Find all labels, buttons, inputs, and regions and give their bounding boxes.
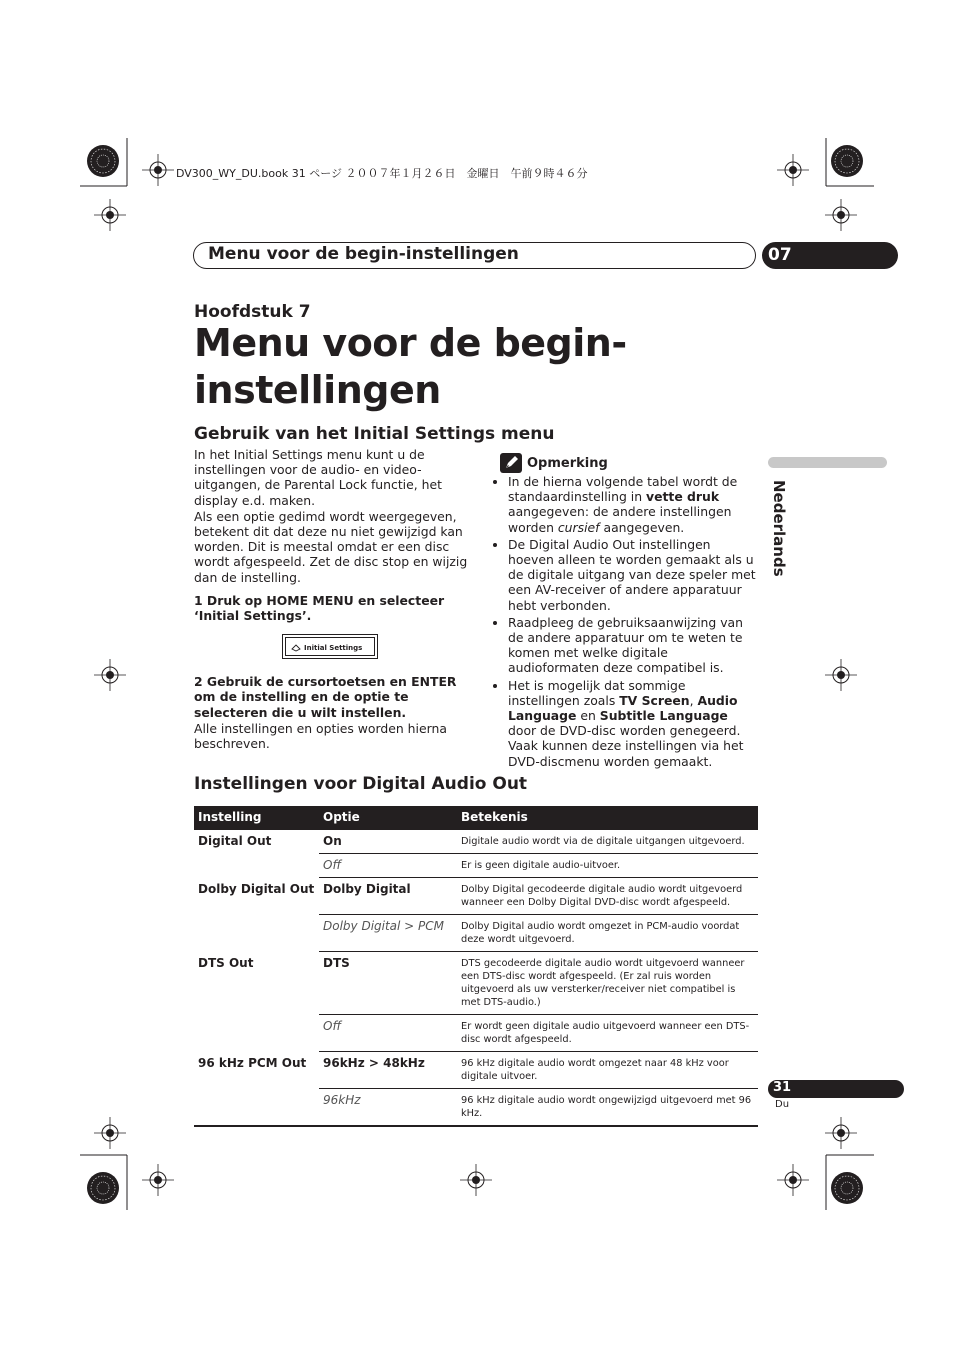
step-1: 1 Druk op HOME MENU en selecteer ‘Initial Settings’. xyxy=(194,592,445,624)
column-header: Optie xyxy=(319,806,457,830)
note-title: Opmerking xyxy=(527,456,608,471)
setting-name: 96 kHz PCM Out xyxy=(194,1052,319,1127)
registration-star-mark xyxy=(831,1172,863,1204)
option-default: Dolby Digital xyxy=(319,878,457,915)
section-title-initial-settings: Gebruik van het Initial Settings menu xyxy=(194,424,555,444)
left-column xyxy=(194,447,472,752)
table-row xyxy=(194,952,758,1015)
page-title-line2: instellingen xyxy=(194,368,441,412)
registration-mark xyxy=(825,659,857,691)
registration-mark xyxy=(94,659,126,691)
page-language-code: Du xyxy=(775,1099,790,1110)
page-number: 31 xyxy=(773,1080,792,1095)
chapter-number: 07 xyxy=(768,245,792,265)
registration-star-mark xyxy=(831,145,863,177)
option-description: Dolby Digital gecodeerde digitale audio wordt uitgevoerd wanneer een Dolby Digital DVD-disc wordt afgespeeld. xyxy=(457,878,758,915)
setting-name: Digital Out xyxy=(198,834,272,848)
option-description: Digitale audio wordt via de digitale uitgangen uitgevoerd. xyxy=(457,830,758,854)
option-alternative: 96kHz xyxy=(319,1089,457,1127)
column-header: Betekenis xyxy=(457,806,758,830)
registration-star-mark xyxy=(87,1172,119,1204)
option-default: On xyxy=(319,830,457,854)
option-description: DTS gecodeerde digitale audio wordt uitgevoerd wanneer een DTS-disc wordt afgespeeld. (Er zal ruis worden uitgevoerd als uw versterker/receiver niet compatibel is met DTS-audio.) xyxy=(457,952,758,1015)
option-description: 96 kHz digitale audio wordt ongewijzigd uitgevoerd met 96 kHz. xyxy=(457,1089,758,1127)
note-item: • In de hierna volgende tabel wordt de standaardinstelling in vette druk aangegeven: de andere instellingen worden cursief aangegeven. xyxy=(508,474,758,535)
registration-mark xyxy=(825,1117,857,1149)
initial-settings-label: Initial Settings xyxy=(304,644,363,652)
section-title-digital-audio-out: Instellingen voor Digital Audio Out xyxy=(194,774,528,794)
registration-mark xyxy=(142,154,174,186)
option-alternative: Off xyxy=(319,1015,457,1052)
option-description: Er wordt geen digitale audio uitgevoerd wanneer een DTS-disc wordt afgespeeld. xyxy=(457,1015,758,1052)
registration-mark xyxy=(94,199,126,231)
note-item: • Het is mogelijk dat sommige instellingen zoals TV Screen, Audio Language en Subtitle Language door de DVD-disc worden genegeerd. Vaak kunnen deze instellingen via het DVD-discmenu worden gemaakt. xyxy=(508,678,758,769)
side-language-label: Nederlands xyxy=(770,480,788,577)
settings-described-paragraph: Alle instellingen en opties worden hierna beschreven. xyxy=(194,720,447,752)
table-header-row xyxy=(194,806,758,830)
option-alternative: Dolby Digital > PCM xyxy=(319,915,457,952)
table-row xyxy=(194,830,758,854)
column-header: Instelling xyxy=(194,806,319,830)
registration-mark xyxy=(94,1117,126,1149)
disc-tray-icon xyxy=(291,643,301,653)
note-item: • Raadpleeg de gebruiksaanwijzing van de andere apparatuur om te weten te komen met welke digitale audioformaten deze compatibel is. xyxy=(508,615,758,676)
registration-mark xyxy=(142,1164,174,1196)
registration-mark xyxy=(777,154,809,186)
setting-name: DTS Out xyxy=(198,955,254,970)
option-description: Dolby Digital audio wordt omgezet in PCM-audio voordat deze wordt uitgevoerd. xyxy=(457,915,758,952)
registration-mark xyxy=(777,1164,809,1196)
table-row xyxy=(194,1052,758,1089)
note-item: • De Digital Audio Out instellingen hoeven alleen te worden gemaakt als u de digitale uitgang van deze speler met een AV-receiver of andere apparatuur hebt verbonden. xyxy=(508,537,758,613)
registration-mark xyxy=(825,199,857,231)
side-language-tab xyxy=(768,457,887,468)
option-description: Er is geen digitale audio-uitvoer. xyxy=(457,854,758,878)
initial-settings-menu-item xyxy=(282,634,378,659)
header-title: Menu voor de begin-instellingen xyxy=(208,244,519,264)
intro-paragraph: In het Initial Settings menu kunt u de instellingen voor de audio- en video-uitgangen, de Parental Lock functie, het display e.d. maken. xyxy=(194,447,442,508)
option-alternative: Off xyxy=(319,854,457,878)
option-default: 96kHz > 48kHz xyxy=(319,1052,457,1089)
table-row xyxy=(194,878,758,915)
setting-name: Dolby Digital Out xyxy=(198,881,315,896)
page-title xyxy=(194,320,627,414)
page-title-line1: Menu voor de begin- xyxy=(194,321,627,365)
digital-audio-out-table xyxy=(194,806,758,1127)
option-default: DTS xyxy=(319,952,457,1015)
note-pencil-icon xyxy=(500,453,522,473)
registration-mark xyxy=(460,1164,492,1196)
dimmed-option-paragraph: Als een optie gedimd wordt weergegeven, betekent dit dat deze nu niet gewijzigd kan worden. Dit is meestal omdat er een disc wordt afgespeeld. Zet de disc stop en wijzig dan de instelling. xyxy=(194,508,468,585)
note-list xyxy=(494,474,758,771)
registration-star-mark xyxy=(87,145,119,177)
option-description: 96 kHz digitale audio wordt omgezet naar 48 kHz voor digitale uitvoer. xyxy=(457,1052,758,1089)
chapter-label: Hoofdstuk 7 xyxy=(194,302,311,322)
step-2: 2 Gebruik de cursortoetsen en ENTER om de instelling en de optie te selecteren die u wilt instellen. xyxy=(194,674,457,720)
book-info: DV300_WY_DU.book 31 ページ ２００７年１月２６日 金曜日 午前９時４６分 xyxy=(176,167,588,180)
